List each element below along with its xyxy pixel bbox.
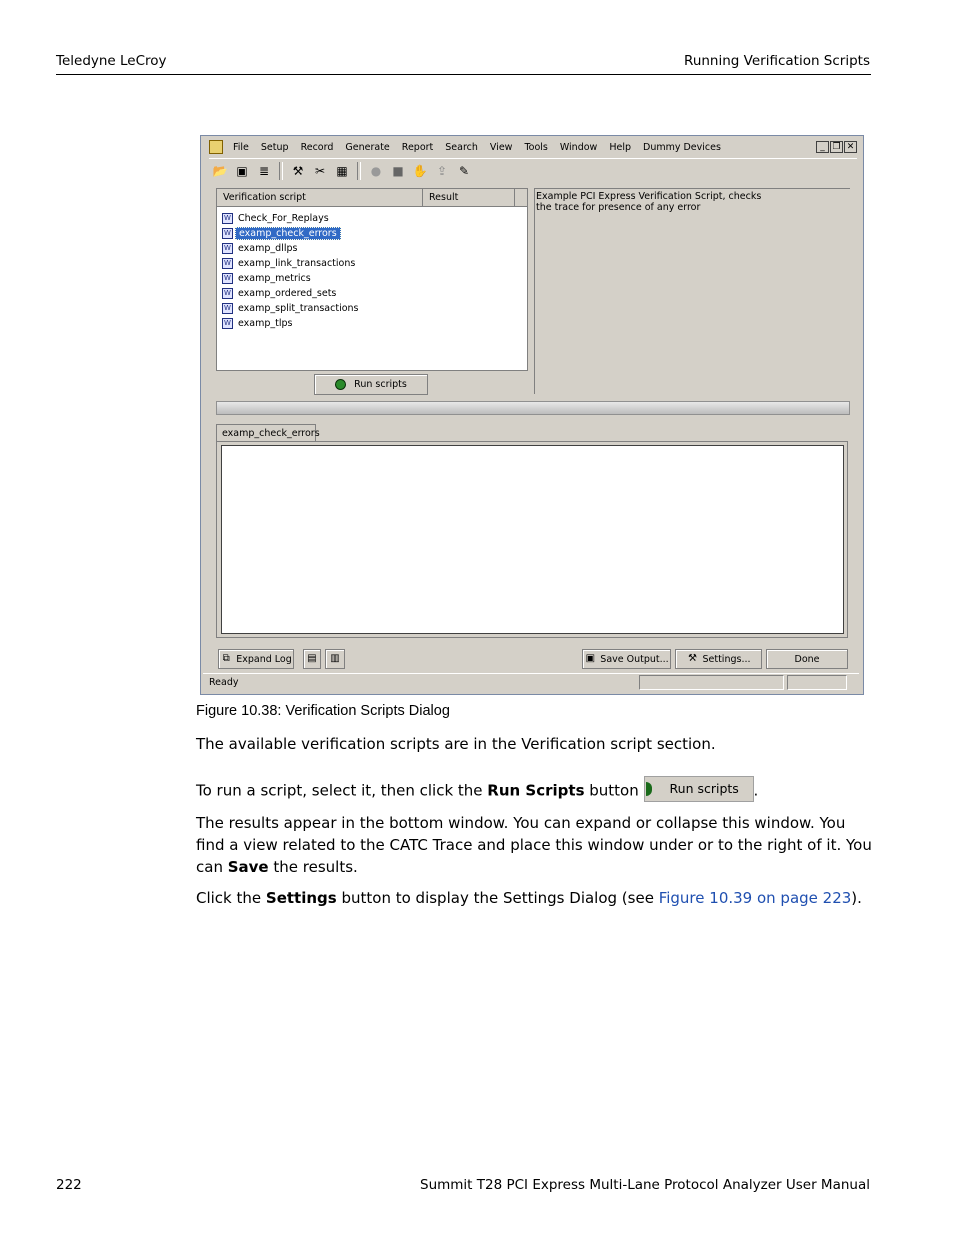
status-pane: [639, 675, 784, 690]
wrench-icon[interactable]: ✂: [314, 164, 326, 178]
script-item[interactable]: W examp_link_transactions: [222, 256, 358, 271]
running-header-left: Teledyne LeCroy: [56, 53, 167, 69]
menu-setup[interactable]: Setup: [260, 141, 289, 153]
figure-caption: Figure 10.38: Verification Scripts Dialog: [196, 703, 450, 719]
script-icon: W: [222, 303, 233, 314]
script-item[interactable]: W Check_For_Replays: [222, 211, 332, 226]
script-item[interactable]: W examp_dllps: [222, 241, 300, 256]
layout-vertical-button[interactable]: [325, 649, 345, 669]
restore-icon[interactable]: ❐: [830, 141, 843, 153]
column-verification-script[interactable]: Verification script: [217, 189, 423, 206]
script-item[interactable]: W examp_split_transactions: [222, 301, 362, 316]
hand-icon[interactable]: ✋: [412, 164, 428, 178]
toolbar: [209, 158, 857, 183]
progress-bar: [216, 401, 850, 415]
stop-icon[interactable]: ■: [392, 164, 404, 178]
script-icon: W: [222, 288, 233, 299]
tab-log[interactable]: examp_check_errors: [216, 424, 316, 442]
layout-horizontal-icon: ▤: [307, 653, 317, 664]
paragraph: Click the Settings button to display the Settings Dialog (see Figure 10.39 on page 223).: [196, 889, 862, 907]
menu-report[interactable]: Report: [401, 141, 434, 153]
script-description-panel: [534, 188, 850, 394]
window-controls: [816, 141, 857, 153]
inline-run-scripts-button-image: Run scripts: [644, 776, 754, 802]
menu-dummy-devices[interactable]: Dummy Devices: [643, 141, 721, 153]
upload-icon[interactable]: ⇪: [436, 164, 448, 178]
script-description: Example PCI Express Verification Script, checks the trace for presence of any error: [536, 191, 762, 213]
log-output[interactable]: [221, 445, 844, 634]
toolbar-separator: [279, 162, 283, 180]
script-icon: W: [222, 243, 233, 254]
toolbar-separator: [357, 162, 361, 180]
menu-search[interactable]: Search: [445, 141, 478, 153]
script-list-header: [217, 189, 527, 207]
app-icon: [209, 140, 223, 154]
log-panel: [216, 441, 848, 638]
paragraph: To run a script, select it, then click the Run Scripts button Run scripts .: [196, 778, 876, 804]
minimize-icon[interactable]: _: [816, 141, 829, 153]
settings-button[interactable]: ⚒ Settings...: [675, 649, 762, 669]
done-button[interactable]: Done: [766, 649, 848, 669]
script-icon: W: [222, 273, 233, 284]
floppy-icon: ▣: [585, 653, 596, 664]
paragraph: The available verification scripts are in the Verification script section.: [196, 735, 716, 753]
edit-icon[interactable]: ✎: [458, 164, 470, 178]
running-header-right: Running Verification Scripts: [684, 53, 870, 69]
script-item[interactable]: W examp_ordered_sets: [222, 286, 339, 301]
footer-manual-title: Summit T28 PCI Express Multi-Lane Protocol Analyzer User Manual: [420, 1177, 870, 1193]
expand-icon: ⧉: [222, 653, 230, 664]
status-bar: [203, 673, 859, 691]
header-rule: [56, 74, 871, 75]
script-item[interactable]: W examp_metrics: [222, 271, 314, 286]
paragraph: The results appear in the bottom window. You can expand or collapse this window. You find a view related to the CATC Trace and place this window under or to the right of it. You can Save the results.: [196, 814, 872, 876]
script-icon: W: [222, 318, 233, 329]
layout-vertical-icon: ▥: [330, 653, 340, 664]
menu-help[interactable]: Help: [609, 141, 631, 153]
script-list: [216, 188, 528, 371]
script-icon: W: [222, 258, 233, 269]
menu-record[interactable]: Record: [300, 141, 334, 153]
column-result[interactable]: Result: [423, 189, 515, 206]
run-scripts-button[interactable]: Run scripts: [314, 374, 428, 395]
open-icon[interactable]: 📂: [212, 164, 228, 178]
grid-icon[interactable]: ▦: [336, 164, 348, 178]
tools-icon: ⚒: [688, 653, 697, 664]
close-icon[interactable]: ✕: [844, 141, 857, 153]
menu-window[interactable]: Window: [559, 141, 598, 153]
script-item-selected[interactable]: W examp_check_errors: [222, 226, 341, 241]
verification-scripts-dialog-screenshot: [200, 135, 864, 695]
expand-log-button[interactable]: ⧉ Expand Log: [218, 649, 294, 669]
record-icon[interactable]: ●: [370, 164, 382, 178]
script-icon: W: [222, 228, 233, 239]
status-text: Ready: [209, 677, 239, 688]
menu-view[interactable]: View: [489, 141, 513, 153]
play-icon: [335, 379, 346, 390]
status-pane: [787, 675, 847, 690]
setup-icon[interactable]: ⚒: [292, 164, 304, 178]
figure-link[interactable]: Figure 10.39 on page 223: [658, 889, 852, 907]
save-output-button[interactable]: ▣ Save Output...: [582, 649, 671, 669]
document-icon[interactable]: ≣: [258, 164, 270, 178]
save-icon[interactable]: ▣: [236, 164, 248, 178]
menu-bar: [209, 138, 857, 156]
menu-generate[interactable]: Generate: [345, 141, 390, 153]
play-icon: [646, 782, 652, 796]
menu-file[interactable]: File: [233, 141, 249, 153]
menu-tools[interactable]: Tools: [524, 141, 548, 153]
script-icon: W: [222, 213, 233, 224]
page-number: 222: [56, 1177, 82, 1193]
layout-horizontal-button[interactable]: [303, 649, 321, 669]
script-item[interactable]: W examp_tlps: [222, 316, 296, 331]
